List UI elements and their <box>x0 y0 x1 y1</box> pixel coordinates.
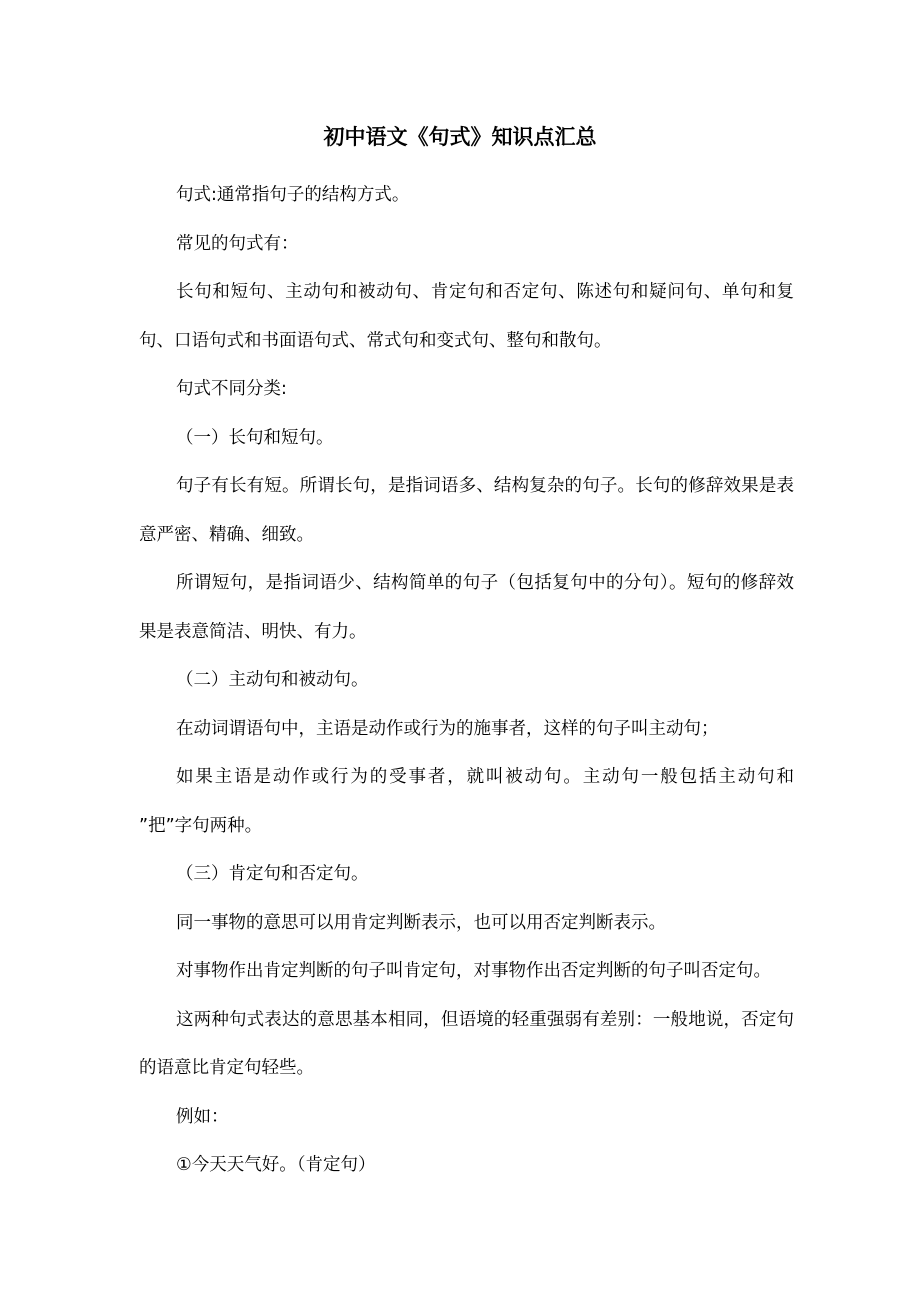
paragraph-example-1: ①今天天气好。（肯定句） <box>176 1155 376 1175</box>
section-heading-active-passive: （二）主动句和被动句。 <box>176 670 369 690</box>
document-title: 初中语文《句式》知识点汇总 <box>323 125 597 149</box>
paragraph-passive-sentence: 如果主语是动作或行为的受事者，就叫被动句。主动句一般包括主动句和 ”把”字句两种。 <box>139 767 794 836</box>
paragraph-affirmative-difference: 这两种句式表达的意思基本相同，但语境的轻重强弱有差别：一般地说，否定句的语意比肯定句轻些。 <box>139 1009 794 1078</box>
section-heading-long-short: （一）长句和短句。 <box>176 427 334 448</box>
paragraph-definition: 句式:通常指句子的结构方式。 <box>176 185 410 205</box>
paragraph-affirmative-definition: 对事物作出肯定判断的句子叫肯定句，对事物作出否定判断的句子叫否定句。 <box>176 961 771 981</box>
paragraph-short-sentence: 所谓短句，是指词语少、结构简单的句子（包括复句中的分句）。短句的修辞效果是表意简洁、明快、有力。 <box>139 573 794 642</box>
paragraph-affirmative-intro: 同一事物的意思可以用肯定判断表示，也可以用否定判断表示。 <box>176 912 666 933</box>
paragraph-common-intro: 常见的句式有： <box>176 233 299 254</box>
section-heading-affirmative-negative: （三）肯定句和否定句。 <box>176 864 369 884</box>
paragraph-sentence-types-list: 长句和短句、主动句和被动句、肯定句和否定句、陈述句和疑问句、单句和复句、口语句式和书面语句式、常式句和变式句、整句和散句。 <box>139 282 794 351</box>
paragraph-example-label: 例如： <box>176 1106 229 1127</box>
paragraph-classification-heading: 句式不同分类: <box>176 379 287 399</box>
paragraph-active-sentence: 在动词谓语句中，主语是动作或行为的施事者，这样的句子叫主动句； <box>176 718 719 739</box>
document-body <box>139 171 794 1190</box>
paragraph-long-sentence: 句子有长有短。所谓长句，是指词语多、结构复杂的句子。长句的修辞效果是表意严密、精确、细致。 <box>139 476 794 545</box>
